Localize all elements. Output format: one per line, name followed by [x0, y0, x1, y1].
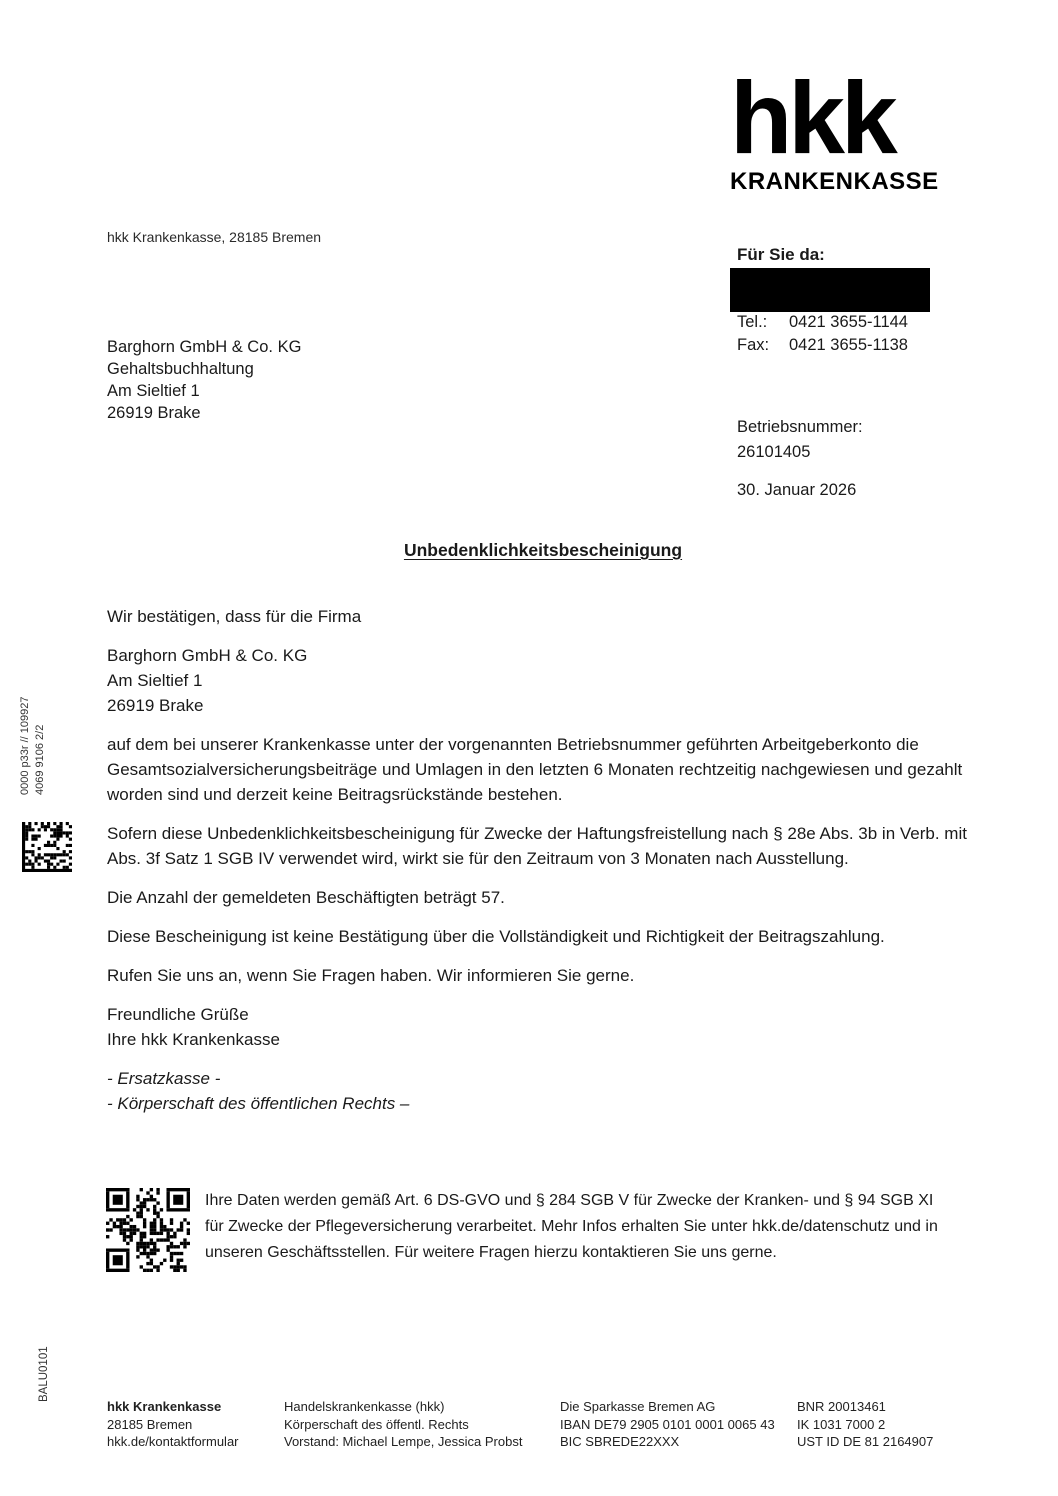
contact-heading: Für Sie da:: [737, 245, 825, 264]
letter-date: 30. Januar 2026: [737, 481, 857, 499]
hkk-logo-subtext: KRANKENKASSE: [730, 168, 939, 195]
company-line: 26919 Brake: [107, 696, 204, 715]
fax-value: 0421 3655-1138: [789, 336, 908, 354]
company-line: Barghorn GmbH & Co. KG: [107, 646, 308, 665]
recipient-line: Gehaltsbuchhaltung: [107, 360, 254, 378]
body-paragraph: auf dem bei unserer Krankenkasse unter der vorgenannten Betriebsnummer geführten Arbeitgeberkonto die Gesamtsozialversicherungsbeiträge und Umlagen in den letzten 6 Monaten rechtzeitig nachgewiesen und gezahlt worden sind und derzeit keine Beitragsrückstände bestehen.: [107, 735, 963, 804]
footer-line: Körperschaft des öffentl. Rechts: [284, 1416, 469, 1432]
recipient-line: Barghorn GmbH & Co. KG: [107, 338, 302, 356]
footer-line: BIC SBREDE22XXX: [560, 1434, 680, 1449]
footer-column-legal: [284, 1398, 522, 1451]
qr-code: [106, 1188, 190, 1272]
body-paragraph: Die Anzahl der gemeldeten Beschäftigten beträgt 57.: [107, 888, 505, 907]
legal-line: - Ersatzkasse -: [107, 1069, 221, 1088]
body-paragraph: Sofern diese Unbedenklichkeitsbescheinigung für Zwecke der Haftungsfreistellung nach § 28e Abs. 3b in Verb. mit Abs. 3f Satz 1 SGB IV verwendet wird, wirkt sie für den Zeitraum von 3 Monaten nach Ausstellung.: [107, 824, 967, 868]
recipient-address: [107, 336, 301, 424]
betriebsnummer-value: 26101405: [737, 443, 811, 461]
intro-line: Wir bestätigen, dass für die Firma: [107, 607, 362, 626]
letter-body: [107, 604, 983, 1116]
legal-line: - Körperschaft des öffentlichen Rechts –: [107, 1094, 410, 1113]
datamatrix-barcode: [22, 822, 72, 872]
privacy-note: Ihre Daten werden gemäß Art. 6 DS-GVO und § 284 SGB V für Zwecke der Kranken- und § 94 SGB XI für Zwecke der Pflegeversicherung verarbeitet. Mehr Infos erhalten Sie unter hkk.de/datenschutz und in unseren Geschäftsstellen. Für weitere Fragen hierzu kontaktieren Sie uns gerne.: [205, 1192, 938, 1261]
body-paragraph: Rufen Sie uns an, wenn Sie Fragen haben. Wir informieren Sie gerne.: [107, 966, 635, 985]
legal-status-block: [107, 1066, 983, 1116]
closing-block: [107, 1002, 983, 1052]
hkk-logo: [730, 61, 940, 196]
footer-column-contact: [107, 1398, 239, 1451]
footer-line: Vorstand: Michael Lempe, Jessica Probst: [284, 1434, 523, 1449]
sender-return-address: hkk Krankenkasse, 28185 Bremen: [107, 229, 322, 245]
hkk-logo-text: hkk: [730, 61, 894, 175]
phone-label: Tel.:: [737, 313, 768, 331]
company-line: Am Sieltief 1: [107, 671, 203, 690]
footer-line: hkk.de/kontaktformular: [107, 1434, 239, 1449]
fax-row: [737, 336, 908, 355]
footer-column-ids: [797, 1398, 933, 1451]
body-paragraph: Diese Bescheinigung ist keine Bestätigung über die Vollständigkeit und Richtigkeit der Beitragszahlung.: [107, 927, 885, 946]
redacted-contact-name: [730, 268, 930, 312]
document-title: Unbedenklichkeitsbescheinigung: [403, 540, 683, 560]
fax-label: Fax:: [737, 336, 770, 354]
footer-line: IK 1031 7000 2: [797, 1416, 886, 1432]
footer-line: Handelskrankenkasse (hkk): [284, 1399, 445, 1414]
footer-line: 28185 Bremen: [107, 1416, 193, 1432]
closing-line: Ihre hkk Krankenkasse: [107, 1030, 280, 1049]
print-control-line: 4069 9106 2/2: [34, 724, 46, 795]
form-code: BALU0101: [38, 1346, 50, 1402]
footer-line: hkk Krankenkasse: [107, 1399, 222, 1414]
company-address-block: [107, 643, 983, 718]
phone-row: [737, 313, 908, 332]
footer-line: BNR 20013461: [797, 1399, 886, 1414]
recipient-line: 26919 Brake: [107, 404, 201, 422]
footer-line: UST ID DE 81 2164907: [797, 1434, 934, 1449]
closing-line: Freundliche Grüße: [107, 1005, 249, 1024]
footer-column-bank: [560, 1398, 775, 1451]
footer-line: IBAN DE79 2905 0101 0001 0065 43: [560, 1416, 775, 1432]
phone-value: 0421 3655-1144: [789, 313, 908, 331]
footer-line: Die Sparkasse Bremen AG: [560, 1399, 716, 1414]
print-control-line: 0000 p33r // 109927: [19, 696, 31, 795]
print-control-code: [18, 697, 48, 795]
betriebsnummer-label: Betriebsnummer:: [737, 418, 863, 436]
recipient-line: Am Sieltief 1: [107, 382, 200, 400]
